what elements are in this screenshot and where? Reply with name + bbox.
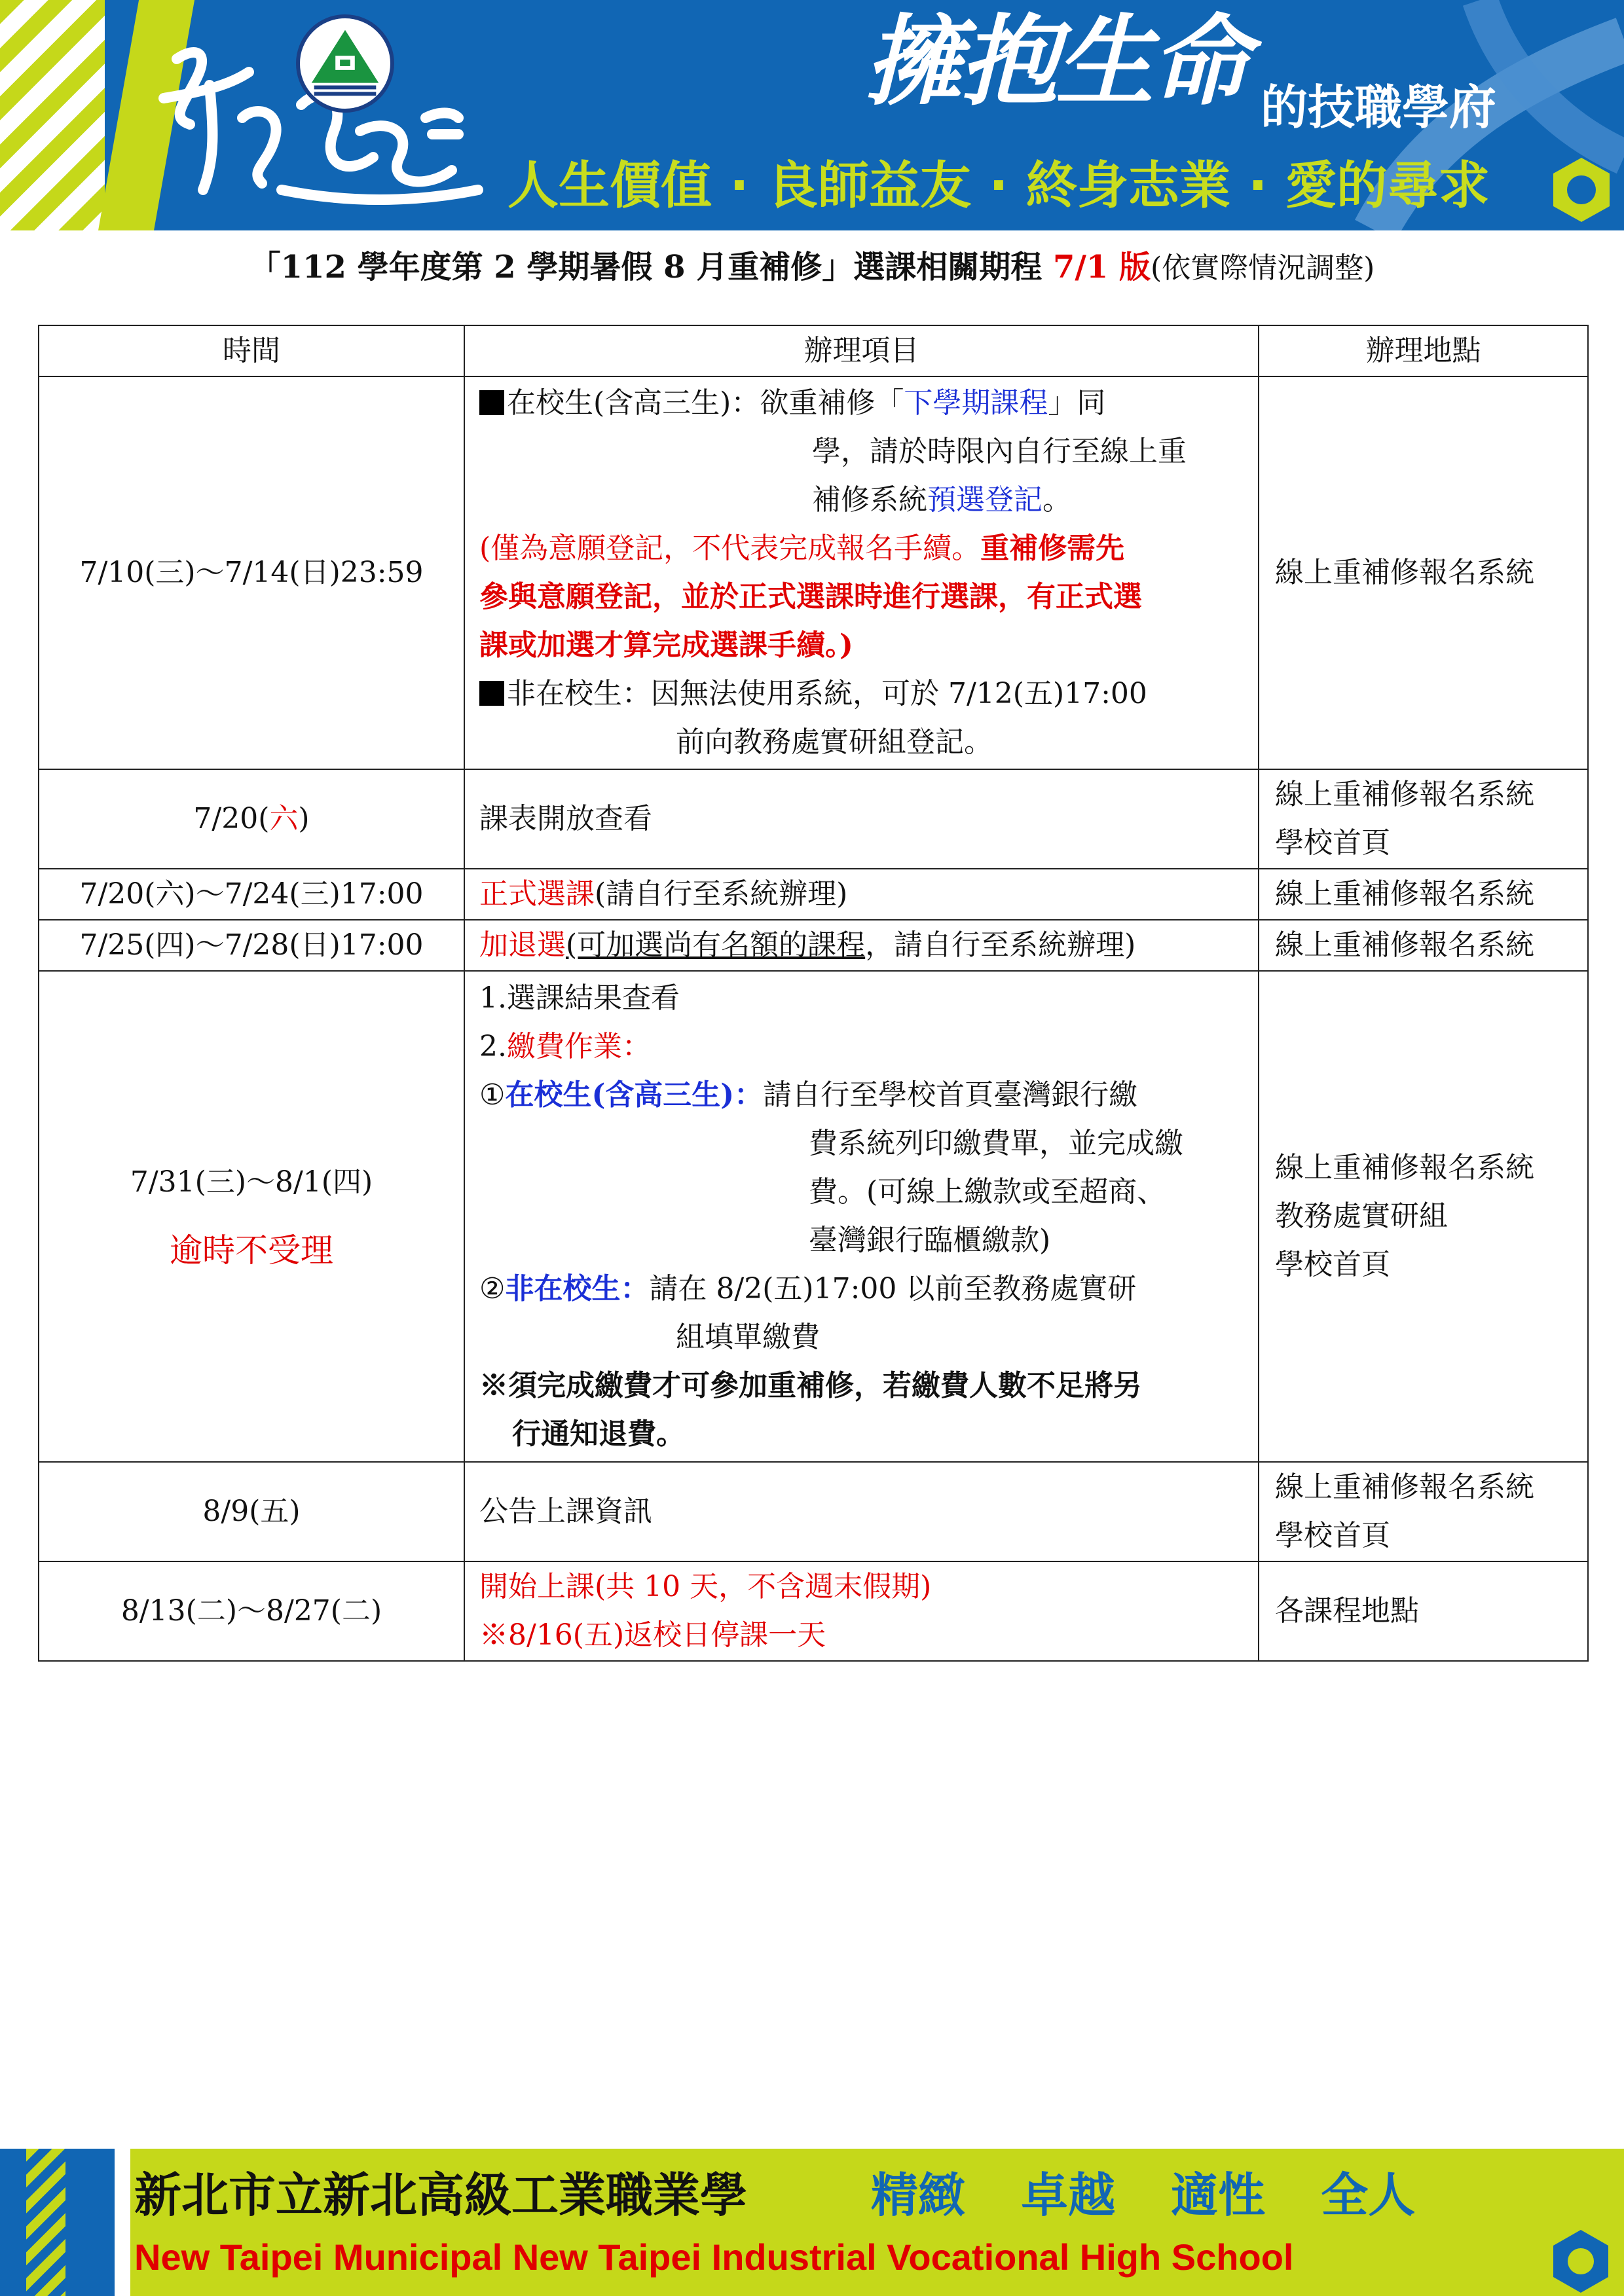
row-time: 7/10(三)～7/14(日)23:59 [39,376,464,769]
item-highlight: 預選登記 [927,483,1043,517]
place-line: 線上重補修報名系統 [1275,556,1534,589]
table-row [39,1561,1588,1661]
item-text: 」同 [1048,386,1106,420]
item-line: ※須完成繳費才可參加重補修，若繳費人數不足將另 [479,1369,1142,1402]
item-line: 參與意願登記，並於正式選課時進行選課，有正式選 [479,580,1142,613]
footer-white-band [115,2149,130,2296]
item-line: 開始上課(共 10 天，不含週末假期) [479,1570,932,1603]
item-line [479,476,1244,524]
footer-school-name-en: New Taipei Municipal New Taipei Industrial Vocational High School [134,2236,1294,2278]
row-time: 7/20(六)～7/24(三)17:00 [39,869,464,920]
time-weekday: 六 [269,802,299,835]
row-place [1259,971,1588,1462]
table-row [39,920,1588,971]
row-place [1259,1462,1588,1561]
place-line: 線上重補修報名系統 [1275,778,1534,811]
row-time: 8/13(二)～8/27(二) [39,1561,464,1661]
item-note-bold: 重補修需先 [980,532,1125,565]
title-version: 7/1 版 [1052,249,1151,285]
slogan-sub: 的技職學府 [1261,80,1497,135]
item-text: 。 [1043,483,1071,517]
item-highlight: 加退選 [479,928,566,962]
title-note: (依實際情況調整) [1150,251,1375,285]
item-line: 行通知退費。 [512,1417,685,1451]
bullet-square-icon [479,390,504,415]
footer-school-name-cn: 新北市立新北高級工業職業學 [134,2168,748,2223]
item-text: 非在校生：因無法使用系統，可於 7/12(五)17:00 [507,677,1147,710]
row-time [39,769,464,869]
item-underlined: (可加選尚有名額的課程 [566,928,866,962]
row-item [464,920,1259,971]
item-note: (僅為意願登記，不代表完成報名手續。 [479,532,981,565]
item-label: 非在校生： [505,1272,650,1305]
footer-motto: 精緻 卓越 適性 全人 [871,2168,1416,2223]
title-main: 「112 學年度第 2 學期暑假 8 月重補修」選課相關期程 [249,249,1053,285]
header-banner [0,0,1624,230]
table-row [39,1462,1588,1561]
item-line: 費。(可線上繳款或至超商、 [809,1175,1166,1209]
item-text: 補修系統 [812,483,927,517]
item-text: ，請自行至系統辦理) [865,928,1136,962]
item-line: 組填單繳費 [676,1321,820,1354]
slogan-main: 擁抱生命 [864,5,1247,119]
row-item [464,1561,1259,1661]
place-line: 線上重補修報名系統 [1275,1470,1534,1504]
row-place: 線上重補修報名系統 [1259,869,1588,920]
hex-nut-icon [1545,154,1617,226]
footer-banner [0,2149,1624,2296]
row-place: 各課程地點 [1259,1561,1588,1661]
page-title [0,244,1624,292]
item-line [479,379,1244,428]
table-row [39,769,1588,869]
item-line: ※8/16(五)返校日停課一天 [479,1618,826,1652]
row-place [1259,376,1588,769]
place-line: 線上重補修報名系統 [1275,1151,1534,1184]
item-line: 費系統列印繳費單，並完成繳 [809,1127,1183,1160]
row-time: 7/25(四)～7/28(日)17:00 [39,920,464,971]
time-text: 7/31(三)～8/1(四) [130,1165,373,1199]
late-warning: 逾時不受理 [170,1231,333,1269]
header-item: 辦理項目 [464,325,1259,376]
row-item [464,971,1259,1462]
table-row [39,376,1588,769]
item-line: 課或加選才算完成選課手續。) [479,629,853,662]
item-text: 請在 8/2(五)17:00 以前至教務處實研 [649,1272,1137,1305]
school-emblem [296,14,394,113]
item-line: 前向教務處實研組登記。 [676,725,993,759]
item-text: 在校生(含高三生)：欲重補修「 [507,386,904,420]
footer-stripes [26,2149,65,2296]
hex-nut-icon [1545,2226,1616,2296]
time-text: ) [298,802,310,835]
item-text: 請自行至學校首頁臺灣銀行繳 [763,1078,1138,1112]
time-text: 7/20( [193,802,270,835]
item-line [479,524,1244,573]
item-line [479,670,1244,718]
school-values: 人生價值 · 良師益友 · 終身志業 · 愛的尋求 [507,156,1490,215]
header-stripes [0,0,105,230]
item-number: ① [479,1078,506,1112]
row-item [464,376,1259,769]
table-header-row [39,325,1588,376]
item-line: 1.選課結果查看 [479,981,680,1015]
item-number: ② [479,1272,506,1305]
item-label: 在校生(含高三生)： [505,1078,764,1112]
row-time [39,971,464,1462]
item-line [479,1071,1244,1120]
schedule-table [38,325,1589,1662]
item-line [479,1023,1244,1071]
item-text: (請自行至系統辦理) [595,877,848,911]
item-line: 臺灣銀行臨櫃繳款) [809,1224,1051,1257]
table-row [39,869,1588,920]
item-line: 學，請於時限內自行至線上重 [812,435,1187,468]
row-item: 課表開放查看 [464,769,1259,869]
item-text: 2. [479,1030,507,1063]
header-place: 辦理地點 [1259,325,1588,376]
row-item [464,869,1259,920]
item-highlight: 下學期課程 [904,386,1048,420]
header-time: 時間 [39,325,464,376]
row-place [1259,769,1588,869]
row-time: 8/9(五) [39,1462,464,1561]
item-highlight: 正式選課 [479,877,595,911]
place-line: 學校首頁 [1275,826,1390,860]
table-row [39,971,1588,1462]
bullet-square-icon [479,681,504,706]
place-line: 教務處實研組 [1275,1199,1448,1233]
place-line: 學校首頁 [1275,1248,1390,1281]
place-line: 學校首頁 [1275,1519,1390,1552]
item-highlight: 繳費作業： [506,1030,651,1063]
row-item: 公告上課資訊 [464,1462,1259,1561]
row-place: 線上重補修報名系統 [1259,920,1588,971]
item-line [479,1265,1244,1313]
